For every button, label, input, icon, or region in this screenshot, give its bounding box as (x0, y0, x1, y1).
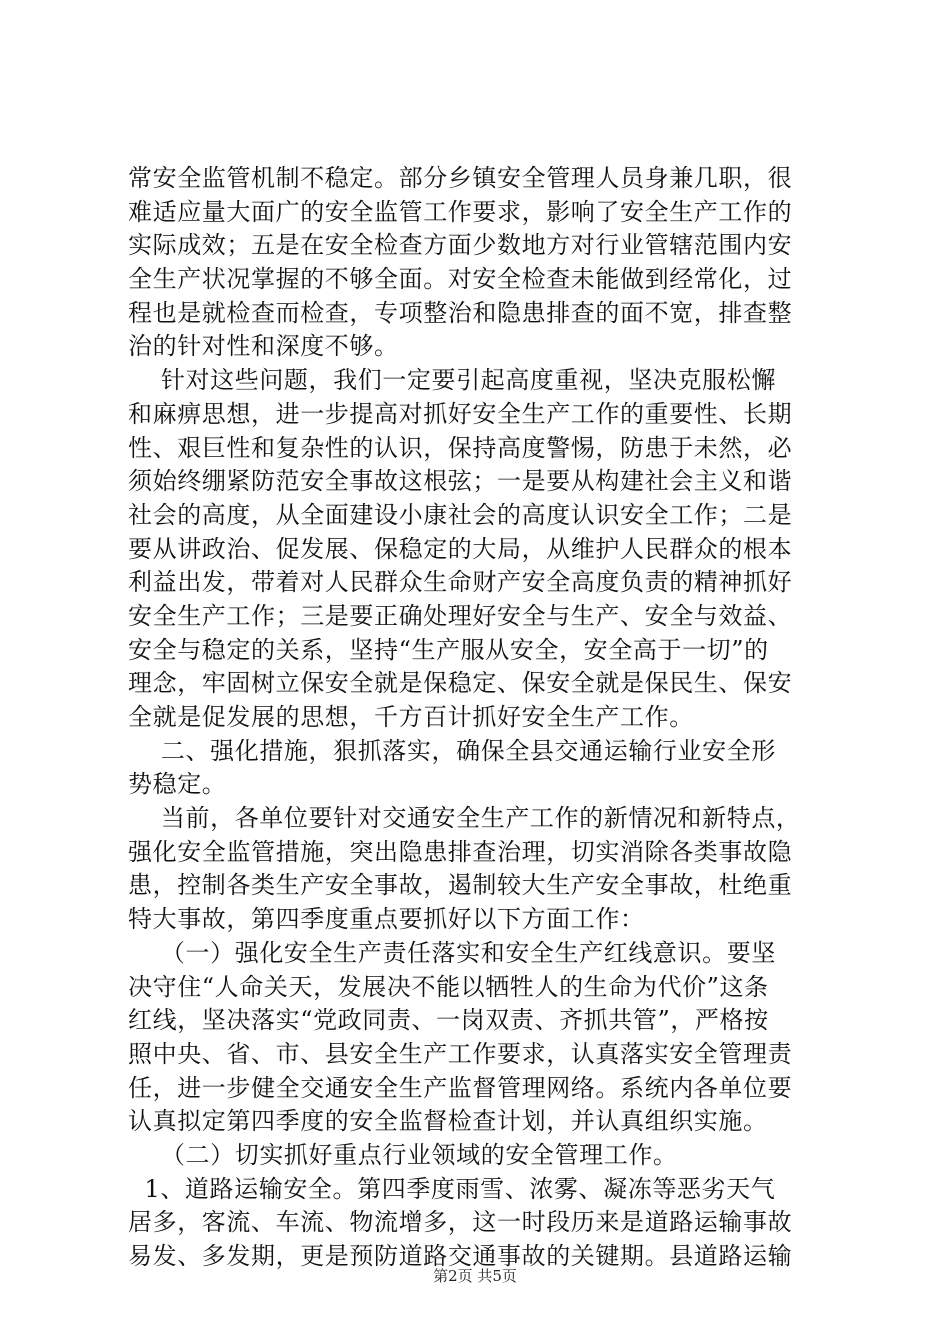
text-line: 势稳定。 (128, 770, 227, 799)
text-line: 特大事故，第四季度重点要抓好以下方面工作： (128, 905, 645, 934)
text-line: 当前，各单位要针对交通安全生产工作的新情况和新特点， (128, 804, 801, 833)
text-line: （一）强化安全生产责任落实和安全生产红线意识。要坚 (128, 938, 776, 967)
text-line: 全就是促发展的思想，千方百计抓好安全生产工作。 (128, 703, 694, 731)
document-body (128, 162, 828, 1274)
text-line: 性、艰巨性和复杂性的认识，保持高度警惕，防患于未然，必 (128, 433, 793, 462)
text-line: 针对这些问题，我们一定要引起高度重视，坚决克服松懈 (128, 366, 776, 395)
text-line: 易发、多发期，更是预防道路交通事故的关键期。县道路运输 (128, 1242, 793, 1270)
text-line: 治的针对性和深度不够。 (128, 332, 399, 361)
text-line: 全生产状况掌握的不够全面。对安全检查未能做到经常化，过 (128, 265, 793, 294)
text-line: 红线，坚决落实“党政同责、一岗双责、齐抓共管”，严格按 (128, 1006, 769, 1035)
text-line: 决守住“人命关天，发展决不能以牺牲人的生命为代价”这条 (128, 972, 769, 1001)
text-line: 实际成效；五是在安全检查方面少数地方对行业管辖范围内安 (128, 231, 793, 260)
text-line: 社会的高度，从全面建设小康社会的高度认识安全工作；二是 (128, 500, 793, 529)
text-line: 照中央、省、市、县安全生产工作要求，认真落实安全管理责 (128, 1039, 793, 1068)
page-footer: 第2页 共5页 (433, 1267, 517, 1285)
text-line: 任，进一步健全交通安全生产监督管理网络。系统内各单位要 (128, 1073, 793, 1102)
text-line: 要从讲政治、促发展、保稳定的大局，从维护人民群众的根本 (128, 534, 793, 563)
text-line: 常安全监管机制不稳定。部分乡镇安全管理人员身兼几职，很 (128, 164, 793, 192)
text-line: 强化安全监管措施，突出隐患排查治理，切实消除各类事故隐 (128, 837, 793, 866)
text-line: 须始终绷紧防范安全事故这根弦；一是要从构建社会主义和谐 (128, 467, 793, 496)
text-line: 和麻痹思想，进一步提高对抓好安全生产工作的重要性、长期 (128, 399, 793, 428)
text-line: （二）切实抓好重点行业领域的安全管理工作。 (128, 1140, 678, 1169)
text-line: 程也是就检查而检查，专项整治和隐患排查的面不宽，排查整 (128, 298, 793, 327)
text-line: 1、道路运输安全。第四季度雨雪、浓雾、凝冻等恶劣天气 (128, 1174, 776, 1203)
text-line: 利益出发，带着对人民群众生命财产安全高度负责的精神抓好 (128, 568, 793, 597)
text-line: 二、强化措施，狠抓落实，确保全县交通运输行业安全形 (128, 736, 776, 765)
text-line: 理念，牢固树立保安全就是保稳定、保安全就是保民生、保安 (128, 669, 793, 698)
text-line: 难适应量大面广的安全监管工作要求，影响了安全生产工作的 (128, 197, 793, 226)
text-line: 患，控制各类生产安全事故，遏制较大生产安全事故，杜绝重 (128, 871, 793, 900)
text-line: 居多，客流、车流、物流增多，这一时段历来是道路运输事故 (128, 1208, 793, 1237)
text-line: 安全生产工作；三是要正确处理好安全与生产、安全与效益、 (128, 601, 793, 630)
text-line: 安全与稳定的关系，坚持“生产服从安全，安全高于一切”的 (128, 635, 769, 664)
text-line: 认真拟定第四季度的安全监督检查计划，并认真组织实施。 (128, 1107, 768, 1136)
